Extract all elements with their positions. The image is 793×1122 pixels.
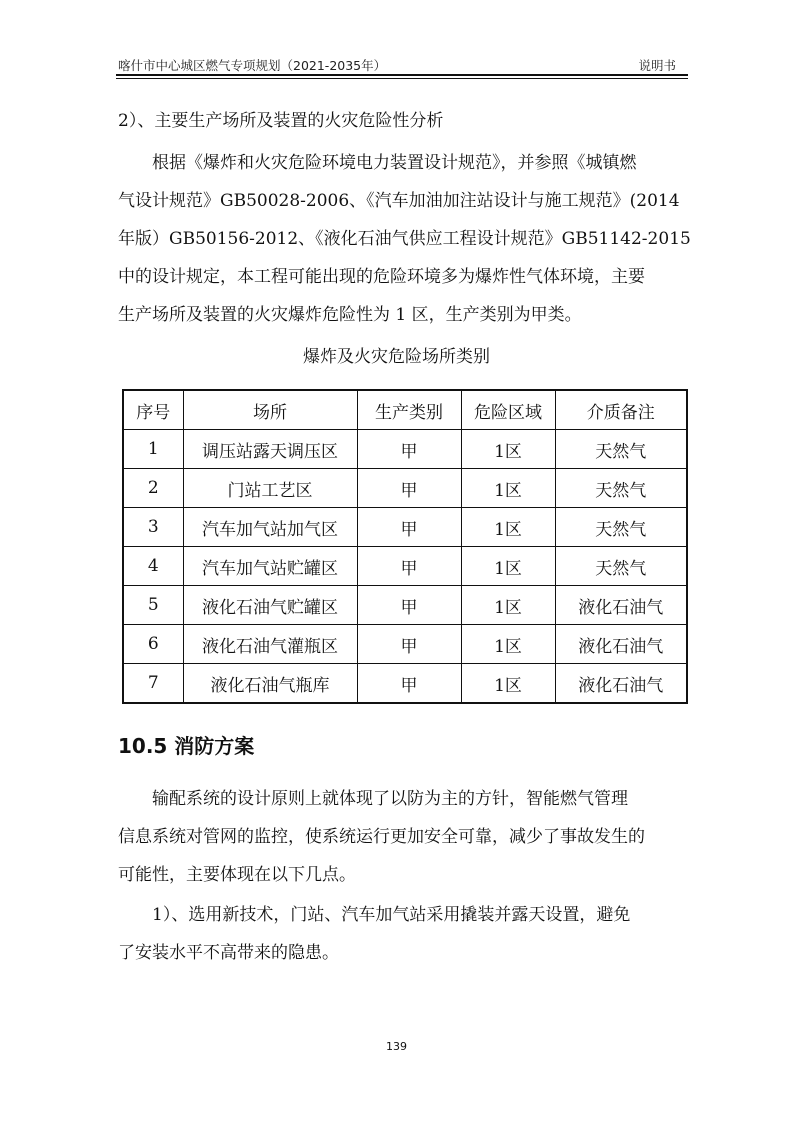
- paragraph-line: 气设计规范》GB50028-2006、《汽车加油加注站设计与施工规范》(2014: [118, 191, 680, 211]
- table-cell: 天然气: [555, 469, 687, 508]
- table-row: [123, 508, 687, 547]
- table-cell: 甲: [357, 625, 461, 664]
- table-cell: 液化石油气: [555, 664, 687, 704]
- paragraph-line: 年版）GB50156-2012、《液化石油气供应工程设计规范》GB51142-2015: [118, 229, 691, 249]
- paragraph-line: 可能性，主要体现在以下几点。: [118, 865, 356, 885]
- table-cell: 7: [123, 664, 183, 704]
- subsection-heading: 2）、主要生产场所及装置的火灾危险性分析: [118, 111, 444, 131]
- table-cell: 1区: [461, 625, 555, 664]
- table-cell: 甲: [357, 664, 461, 704]
- table-row: [123, 469, 687, 508]
- table-cell: 甲: [357, 586, 461, 625]
- table-cell: 1区: [461, 586, 555, 625]
- header-rule: [116, 74, 688, 76]
- header-cell: 介质备注: [555, 390, 687, 430]
- table-cell: 6: [123, 625, 183, 664]
- hazard-table: [122, 389, 688, 704]
- table-cell: 甲: [357, 508, 461, 547]
- header-title: 喀什市中心城区燃气专项规划（2021-2035年）: [118, 58, 387, 73]
- table-header-row: [123, 390, 687, 430]
- table-row: [123, 547, 687, 586]
- table-cell: 汽车加气站加气区: [183, 508, 357, 547]
- header-cell: 序号: [123, 390, 183, 430]
- table-cell: 液化石油气: [555, 586, 687, 625]
- paragraph-line: 信息系统对管网的监控，使系统运行更加安全可靠，减少了事故发生的: [118, 827, 645, 847]
- table-cell: 汽车加气站贮罐区: [183, 547, 357, 586]
- paragraph-line: 输配系统的设计原则上就体现了以防为主的方针，智能燃气管理: [152, 789, 628, 809]
- table-cell: 4: [123, 547, 183, 586]
- paragraph-line: 生产场所及装置的火灾爆炸危险性为 1 区，生产类别为甲类。: [118, 305, 582, 325]
- header-cell: 场所: [183, 390, 357, 430]
- paragraph-line: 1）、选用新技术，门站、汽车加气站采用撬装并露天设置，避免: [152, 905, 631, 925]
- header-label: 说明书: [638, 58, 676, 73]
- page-number: 139: [386, 1040, 407, 1053]
- table-cell: 调压站露天调压区: [183, 430, 357, 469]
- table-cell: 液化石油气瓶库: [183, 664, 357, 704]
- header-cell: 危险区域: [461, 390, 555, 430]
- table-cell: 液化石油气贮罐区: [183, 586, 357, 625]
- table-cell: 1区: [461, 430, 555, 469]
- table-cell: 甲: [357, 469, 461, 508]
- table-cell: 天然气: [555, 508, 687, 547]
- paragraph-line: 中的设计规定，本工程可能出现的危险环境多为爆炸性气体环境，主要: [118, 267, 645, 287]
- table-row: [123, 586, 687, 625]
- paragraph-line: 了安装水平不高带来的隐患。: [118, 943, 339, 963]
- section-title: 10.5 消防方案: [118, 734, 255, 758]
- table-cell: 门站工艺区: [183, 469, 357, 508]
- table-cell: 1区: [461, 664, 555, 704]
- table-row: [123, 625, 687, 664]
- table-cell: 1区: [461, 508, 555, 547]
- table-row: [123, 430, 687, 469]
- table-cell: 甲: [357, 547, 461, 586]
- table-cell: 1区: [461, 469, 555, 508]
- table-cell: 5: [123, 586, 183, 625]
- table-cell: 2: [123, 469, 183, 508]
- header-rule-thin: [116, 78, 688, 79]
- table-cell: 1: [123, 430, 183, 469]
- table-cell: 液化石油气灌瓶区: [183, 625, 357, 664]
- table-cell: 液化石油气: [555, 625, 687, 664]
- table-row: [123, 664, 687, 704]
- table-cell: 天然气: [555, 430, 687, 469]
- paragraph-line: 根据《爆炸和火灾危险环境电力装置设计规范》，并参照《城镇燃: [152, 153, 637, 173]
- table-cell: 1区: [461, 547, 555, 586]
- header-cell: 生产类别: [357, 390, 461, 430]
- table-cell: 3: [123, 508, 183, 547]
- table-cell: 甲: [357, 430, 461, 469]
- table-cell: 天然气: [555, 547, 687, 586]
- table-caption: 爆炸及火灾危险场所类别: [303, 347, 490, 367]
